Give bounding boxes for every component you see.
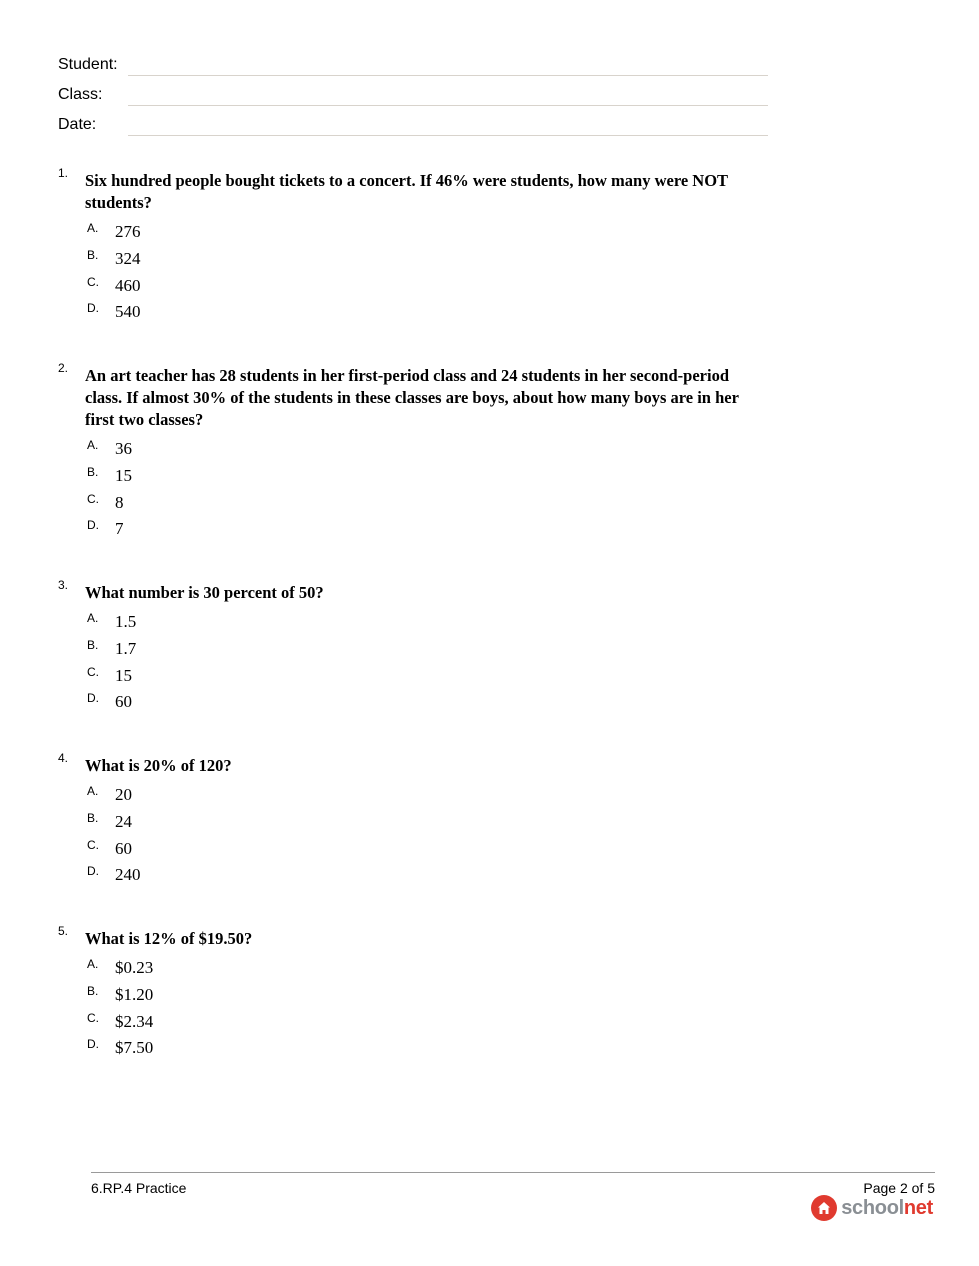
question-4 [58, 751, 770, 890]
choice-letter: A. [87, 957, 99, 971]
question-1 [58, 166, 770, 327]
choice-text: $2.34 [115, 1011, 154, 1031]
choice-text: 276 [115, 222, 141, 241]
choice-text: $1.20 [115, 984, 154, 1004]
choice-b [87, 637, 770, 664]
choice-letter: D. [87, 1037, 99, 1052]
question-number: 1. [58, 166, 69, 180]
choice-letter: C. [87, 491, 99, 506]
choice-text: 36 [115, 439, 132, 458]
question-5 [58, 924, 770, 1063]
choice-b [87, 983, 770, 1010]
date-line [128, 135, 768, 136]
choice-text: 60 [115, 838, 132, 858]
choice-a [87, 956, 770, 983]
choice-letter: B. [87, 464, 99, 479]
date-field [58, 115, 768, 145]
choice-text: 7 [115, 519, 124, 539]
footer-divider [91, 1172, 935, 1173]
question-number: 2. [58, 361, 69, 375]
choice-letter: C. [87, 664, 99, 679]
choice-letter: B. [87, 810, 99, 825]
choice-c [87, 491, 770, 518]
student-field [58, 55, 768, 85]
choice-d [87, 517, 770, 544]
choice-text: 20 [115, 785, 132, 804]
choice-list [87, 610, 770, 717]
choice-letter: B. [87, 637, 99, 652]
class-line [128, 105, 768, 106]
choice-letter: D. [87, 864, 99, 879]
question-number: 5. [58, 924, 69, 938]
choice-letter: C. [87, 274, 99, 289]
question-number: 3. [58, 578, 69, 592]
student-line [128, 75, 768, 76]
question-3 [58, 578, 770, 717]
choice-b [87, 247, 770, 274]
choice-letter: C. [87, 1010, 99, 1025]
choice-text: 8 [115, 492, 124, 512]
schoolnet-logo [811, 1194, 933, 1222]
choice-text: 1.5 [115, 612, 137, 631]
class-label: Class: [58, 86, 103, 103]
choice-letter: D. [87, 301, 99, 316]
student-label: Student: [58, 56, 118, 73]
choice-letter: C. [87, 837, 99, 852]
choice-letter: B. [87, 247, 99, 262]
choice-letter: B. [87, 983, 99, 998]
choice-letter: A. [87, 611, 99, 625]
choice-text: 240 [115, 865, 141, 885]
choice-text: 540 [115, 302, 141, 322]
choice-text: 15 [115, 665, 132, 685]
question-text: Six hundred people bought tickets to a concert. If 46% were students, how many were NOT students? [85, 171, 728, 212]
question-text: What is 12% of $19.50? [85, 929, 253, 948]
choice-a [87, 610, 770, 637]
class-field [58, 85, 768, 115]
choice-letter: A. [87, 784, 99, 798]
choice-text: 460 [115, 275, 141, 295]
choice-d [87, 690, 770, 717]
page-indicator: Page 2 of 5 [863, 1180, 935, 1196]
choice-letter: A. [87, 438, 99, 452]
choice-a [87, 783, 770, 810]
choice-text: 324 [115, 248, 141, 268]
choice-text: 60 [115, 692, 132, 712]
choice-d [87, 300, 770, 327]
choice-c [87, 1010, 770, 1037]
choice-a [87, 220, 770, 247]
choice-text: 1.7 [115, 638, 137, 658]
choice-text: 24 [115, 811, 132, 831]
choice-c [87, 274, 770, 301]
choice-text: $0.23 [115, 958, 154, 977]
choice-d [87, 863, 770, 890]
choice-text: $7.50 [115, 1038, 154, 1058]
footer-title: 6.RP.4 Practice [91, 1180, 187, 1196]
choice-letter: D. [87, 518, 99, 533]
date-label: Date: [58, 116, 97, 133]
choice-c [87, 837, 770, 864]
logo-wordmark [841, 1197, 933, 1220]
choice-b [87, 464, 770, 491]
question-text: What number is 30 percent of 50? [85, 583, 324, 602]
choice-d [87, 1036, 770, 1063]
choice-list [87, 783, 770, 890]
choice-letter: D. [87, 691, 99, 706]
choice-c [87, 664, 770, 691]
choice-text: 15 [115, 465, 132, 485]
choice-a [87, 437, 770, 464]
question-2 [58, 361, 770, 544]
question-text: What is 20% of 120? [85, 756, 232, 775]
choice-b [87, 810, 770, 837]
question-number: 4. [58, 751, 69, 765]
choice-letter: A. [87, 221, 99, 235]
logo-wordmark-net: net [903, 1196, 933, 1219]
choice-list [87, 956, 770, 1063]
logo-wordmark-school: school [841, 1196, 904, 1219]
house-icon [811, 1195, 837, 1221]
choice-list [87, 437, 770, 544]
question-text: An art teacher has 28 students in her first-period class and 24 students in her second-period class. If almost 30% of the students in these classes are boys, about how many boys are in her first two classes? [85, 366, 739, 429]
choice-list [87, 220, 770, 327]
